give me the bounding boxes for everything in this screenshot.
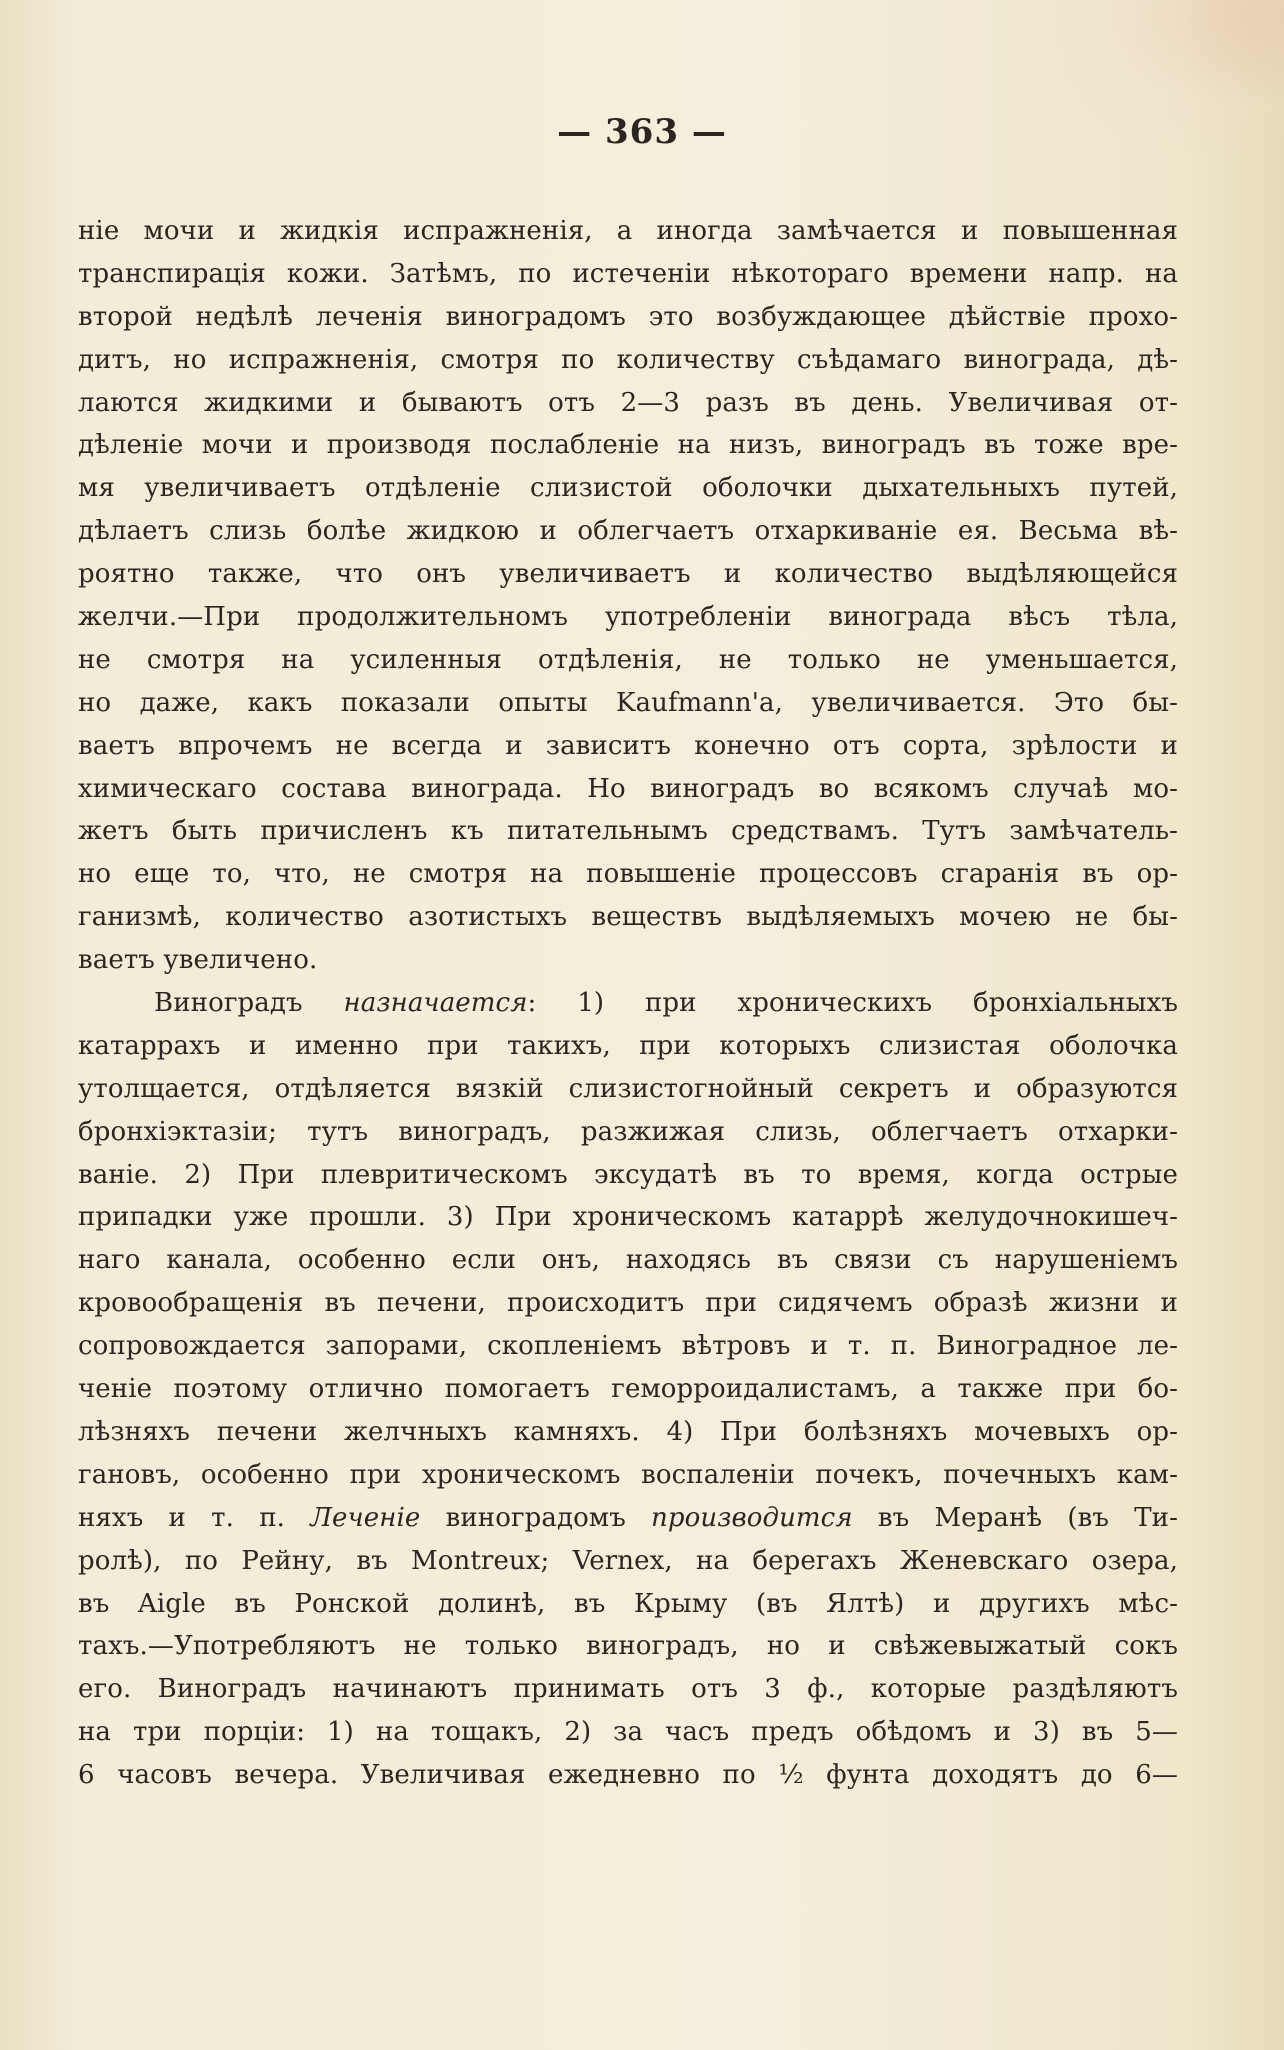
emphasis-text: Леченіе: [310, 1502, 421, 1533]
text-line: транспирація кожи. Затѣмъ, по истеченіи нѣкотораго времени напр. на: [78, 258, 1178, 289]
text-line: но даже, какъ показали опыты Kaufmann'a, увеличивается. Это бы-: [78, 687, 1178, 718]
text-run: въ Меранѣ (въ Ти-: [852, 1502, 1178, 1533]
text-line: ролѣ), по Рейну, въ Montreux; Vernex, на берегахъ Женевскаго озера,: [78, 1545, 1178, 1576]
text-line: но еще то, что, не смотря на повышеніе процессовъ сгаранія въ ор-: [78, 859, 1178, 890]
text-line: не смотря на усиленныя отдѣленія, не только не уменьшается,: [78, 644, 1178, 675]
text-line: [78, 1497, 1178, 1540]
text-line: дитъ, но испражненія, смотря по количеству съѣдамаго винограда, дѣ-: [78, 344, 1178, 375]
text-line: лѣзняхъ печени желчныхъ камняхъ. 4) При болѣзняхъ мочевыхъ ор-: [78, 1416, 1178, 1447]
text-run: Виноградъ: [154, 988, 344, 1019]
text-line: роятно также, что онъ увеличиваетъ и количество выдѣляющейся: [78, 559, 1178, 590]
text-line: [78, 982, 1178, 1025]
text-line: утолщается, отдѣляется вязкій слизистогнойный секретъ и образуются: [78, 1073, 1178, 1104]
body-text: [78, 210, 1178, 1797]
text-line: желчи.—При продолжительномъ употребленіи винограда вѣсъ тѣла,: [78, 602, 1178, 633]
text-line: на три порціи: 1) на тощакъ, 2) за часъ предъ обѣдомъ и 3) въ 5—: [78, 1717, 1178, 1748]
text-line: ваетъ увеличено.: [78, 945, 318, 976]
page-number: — 363 —: [557, 112, 727, 152]
text-line: ваніе. 2) При плевритическомъ эксудатѣ въ то время, когда острые: [78, 1159, 1178, 1190]
text-line: катаррахъ и именно при такихъ, при которыхъ слизистая оболочка: [78, 1030, 1178, 1061]
text-line: наго канала, особенно если онъ, находясь въ связи съ нарушеніемъ: [78, 1245, 1178, 1276]
text-line: второй недѣлѣ леченія виноградомъ это возбуждающее дѣйствіе прохо-: [78, 301, 1178, 332]
text-run: : 1) при хроническихъ бронхіальныхъ: [527, 988, 1178, 1019]
text-line: жетъ быть причисленъ къ питательнымъ средствамъ. Тутъ замѣчатель-: [78, 816, 1178, 847]
text-run: виноградомъ: [420, 1502, 652, 1533]
text-line: дѣленіе мочи и производя послабленіе на низъ, виноградъ въ тоже вре-: [78, 430, 1178, 461]
text-line: лаются жидкими и бываютъ отъ 2—3 разъ въ день. Увеличивая от-: [78, 387, 1178, 418]
text-line: ченіе поэтому отлично помогаетъ геморроидалистамъ, а также при бо-: [78, 1374, 1178, 1405]
text-line: ганизмѣ, количество азотистыхъ веществъ выдѣляемыхъ мочею не бы-: [78, 902, 1178, 933]
text-line: химическаго состава винограда. Но виноградъ во всякомъ случаѣ мо-: [78, 773, 1178, 804]
text-line: бронхіэктазіи; тутъ виноградъ, разжижая слизь, облегчаетъ отхарки-: [78, 1116, 1178, 1147]
text-line: сопровождается запорами, скопленіемъ вѣтровъ и т. п. Виноградное ле-: [78, 1331, 1178, 1362]
text-line: дѣлаетъ слизь болѣе жидкою и облегчаетъ отхаркиваніе ея. Весьма вѣ-: [78, 516, 1178, 547]
text-line: гановъ, особенно при хроническомъ воспаленіи почекъ, почечныхъ кам-: [78, 1459, 1178, 1490]
paragraph-2: [78, 982, 1178, 1797]
text-line: кровообращенія въ печени, происходитъ при сидячемъ образѣ жизни и: [78, 1288, 1178, 1319]
text-line: 6 часовъ вечера. Увеличивая ежедневно по ½ фунта доходятъ до 6—: [78, 1760, 1178, 1791]
text-line: тахъ.—Употребляютъ не только виноградъ, но и свѣжевыжатый сокъ: [78, 1631, 1178, 1662]
paragraph-1: [78, 210, 1178, 982]
text-line: мя увеличиваетъ отдѣленіе слизистой оболочки дыхательныхъ путей,: [78, 473, 1178, 504]
text-run: няхъ и т. п.: [78, 1502, 311, 1533]
emphasis-text: производится: [651, 1502, 853, 1533]
emphasis-text: назначается: [343, 988, 528, 1019]
text-line: въ Aigle въ Ронской долинѣ, въ Крыму (въ Ялтѣ) и другихъ мѣс-: [78, 1588, 1178, 1619]
text-line: его. Виноградъ начинаютъ принимать отъ 3 ф., которые раздѣляютъ: [78, 1674, 1178, 1705]
text-line: ваетъ впрочемъ не всегда и зависитъ конечно отъ сорта, зрѣлости и: [78, 730, 1178, 761]
text-line: ніе мочи и жидкія испражненія, а иногда замѣчается и повышенная: [78, 216, 1178, 246]
text-line: припадки уже прошли. 3) При хроническомъ катаррѣ желудочнокишеч-: [78, 1202, 1178, 1233]
